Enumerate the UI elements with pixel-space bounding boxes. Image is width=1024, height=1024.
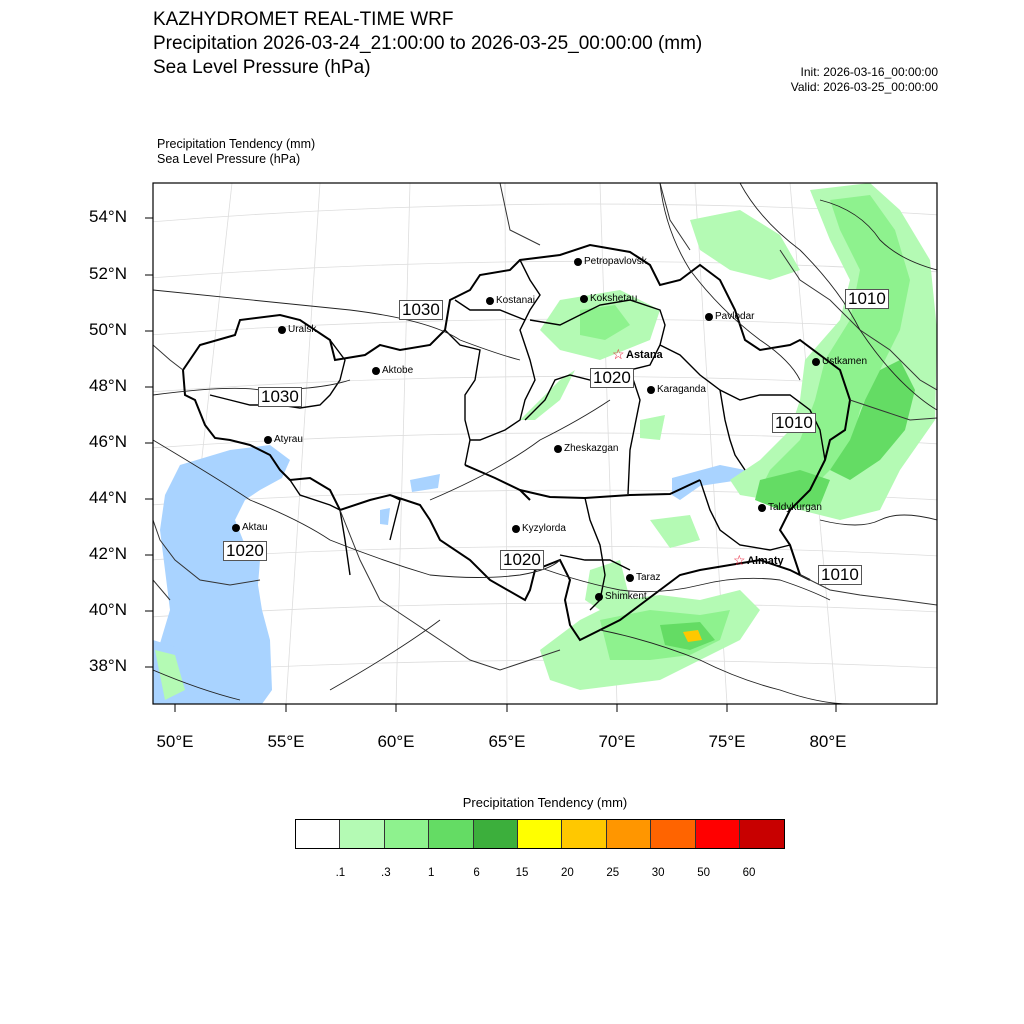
precip-field-label: Precipitation Tendency (mm): [157, 137, 316, 151]
city-marker: [264, 436, 272, 444]
legend-tick-label: .1: [335, 867, 346, 879]
legend-swatch: [518, 820, 562, 848]
city-marker: [278, 326, 286, 334]
lat-label-40: 40°N: [89, 600, 127, 619]
title-line-2: Precipitation 2026-03-24_21:00:00 to 2026-03-25_00:00:00 (mm): [153, 33, 703, 54]
city-label-kostanai: Kostanai: [496, 295, 535, 306]
lat-label-42: 42°N: [89, 544, 127, 563]
city-marker: [647, 386, 655, 394]
lon-label-50: 50°E: [156, 732, 194, 751]
city-label-petropavlovsk: Petropavlovsk: [584, 256, 647, 267]
legend-swatch: [296, 820, 340, 848]
city-label-aktobe: Aktobe: [382, 365, 414, 376]
lat-label-52: 52°N: [89, 264, 127, 283]
city-marker: [486, 297, 494, 305]
city-label-shimkent: Shimkent: [605, 591, 647, 602]
city-label-taldykurgan: Taldykurgan: [768, 502, 822, 513]
city-label-ustkamen: Ustkamen: [822, 356, 868, 367]
lon-label-80: 80°E: [809, 732, 847, 751]
city-marker: [232, 524, 240, 532]
legend-tick-label: 20: [560, 867, 574, 879]
lat-label-44: 44°N: [89, 488, 127, 507]
lon-label-65: 65°E: [488, 732, 526, 751]
legend-swatch: [429, 820, 473, 848]
city-label-atyrau: Atyrau: [274, 434, 303, 445]
lon-label-55: 55°E: [267, 732, 305, 751]
water-bodies: [153, 445, 825, 704]
isobar-label: 1020: [590, 368, 634, 388]
legend-swatch: [474, 820, 518, 848]
isobar-label: 1020: [500, 550, 544, 570]
lon-label-75: 75°E: [708, 732, 746, 751]
legend-tick-label: 50: [697, 867, 710, 879]
capital-star-icon: ☆: [612, 346, 625, 362]
legend-swatch: [562, 820, 606, 848]
legend-colorbar: [295, 819, 785, 849]
lat-label-48: 48°N: [89, 376, 127, 395]
city-marker: [626, 574, 634, 582]
legend-swatch: [607, 820, 651, 848]
legend-tick-label: 1: [427, 867, 435, 879]
legend-swatch: [385, 820, 429, 848]
title-line-1: KAZHYDROMET REAL-TIME WRF: [153, 9, 454, 30]
isobar-label: 1030: [258, 387, 302, 407]
isobar-label: 1020: [223, 541, 267, 561]
legend-swatch: [651, 820, 695, 848]
city-marker: [574, 258, 582, 266]
legend-tick-label: 6: [473, 867, 480, 879]
legend-swatch: [696, 820, 740, 848]
city-label-kyzylorda: Kyzylorda: [522, 523, 566, 534]
city-label-astana: Astana: [626, 349, 663, 361]
city-marker: [705, 313, 713, 321]
lon-label-70: 70°E: [598, 732, 636, 751]
isobar-label: 1010: [772, 413, 816, 433]
city-marker: [595, 593, 603, 601]
city-label-zheskazgan: Zheskazgan: [564, 443, 619, 454]
city-label-karaganda: Karaganda: [657, 384, 706, 395]
city-marker: [812, 358, 820, 366]
legend-tick-label: 30: [651, 867, 665, 879]
lat-label-50: 50°N: [89, 320, 127, 339]
city-label-almaty: Almaty: [747, 555, 784, 567]
legend-tick-label: .3: [381, 867, 391, 879]
legend-title: Precipitation Tendency (mm): [462, 795, 628, 810]
isobar-label: 1010: [818, 565, 862, 585]
lon-label-60: 60°E: [377, 732, 415, 751]
legend-swatch: [340, 820, 384, 848]
city-label-pavlodar: Pavlodar: [715, 311, 755, 322]
legend-tick-label: 25: [606, 867, 620, 879]
slp-field-label: Sea Level Pressure (hPa): [157, 152, 301, 166]
city-marker: [512, 525, 520, 533]
city-marker: [580, 295, 588, 303]
valid-time: Valid: 2026-03-25_00:00:00: [790, 80, 938, 94]
lat-label-38: 38°N: [89, 656, 127, 675]
city-marker: [372, 367, 380, 375]
city-label-taraz: Taraz: [636, 572, 661, 583]
city-label-uralsk: Uralsk: [288, 324, 317, 335]
legend-tick-label: 15: [515, 867, 529, 879]
city-marker: [554, 445, 562, 453]
capital-star-icon: ☆: [733, 552, 746, 568]
city-label-kokshetau: Kokshetau: [590, 293, 638, 304]
isobar-label: 1030: [399, 300, 443, 320]
lat-label-46: 46°N: [89, 432, 127, 451]
precipitation-areas: [155, 183, 937, 700]
legend-swatch: [740, 820, 784, 848]
init-time: Init: 2026-03-16_00:00:00: [800, 65, 938, 79]
lat-label-54: 54°N: [89, 207, 127, 226]
city-marker: [758, 504, 766, 512]
isobar-label: 1010: [845, 289, 889, 309]
title-line-3: Sea Level Pressure (hPa): [153, 57, 371, 78]
city-label-aktau: Aktau: [242, 522, 268, 533]
legend-tick-label: 60: [742, 867, 756, 879]
